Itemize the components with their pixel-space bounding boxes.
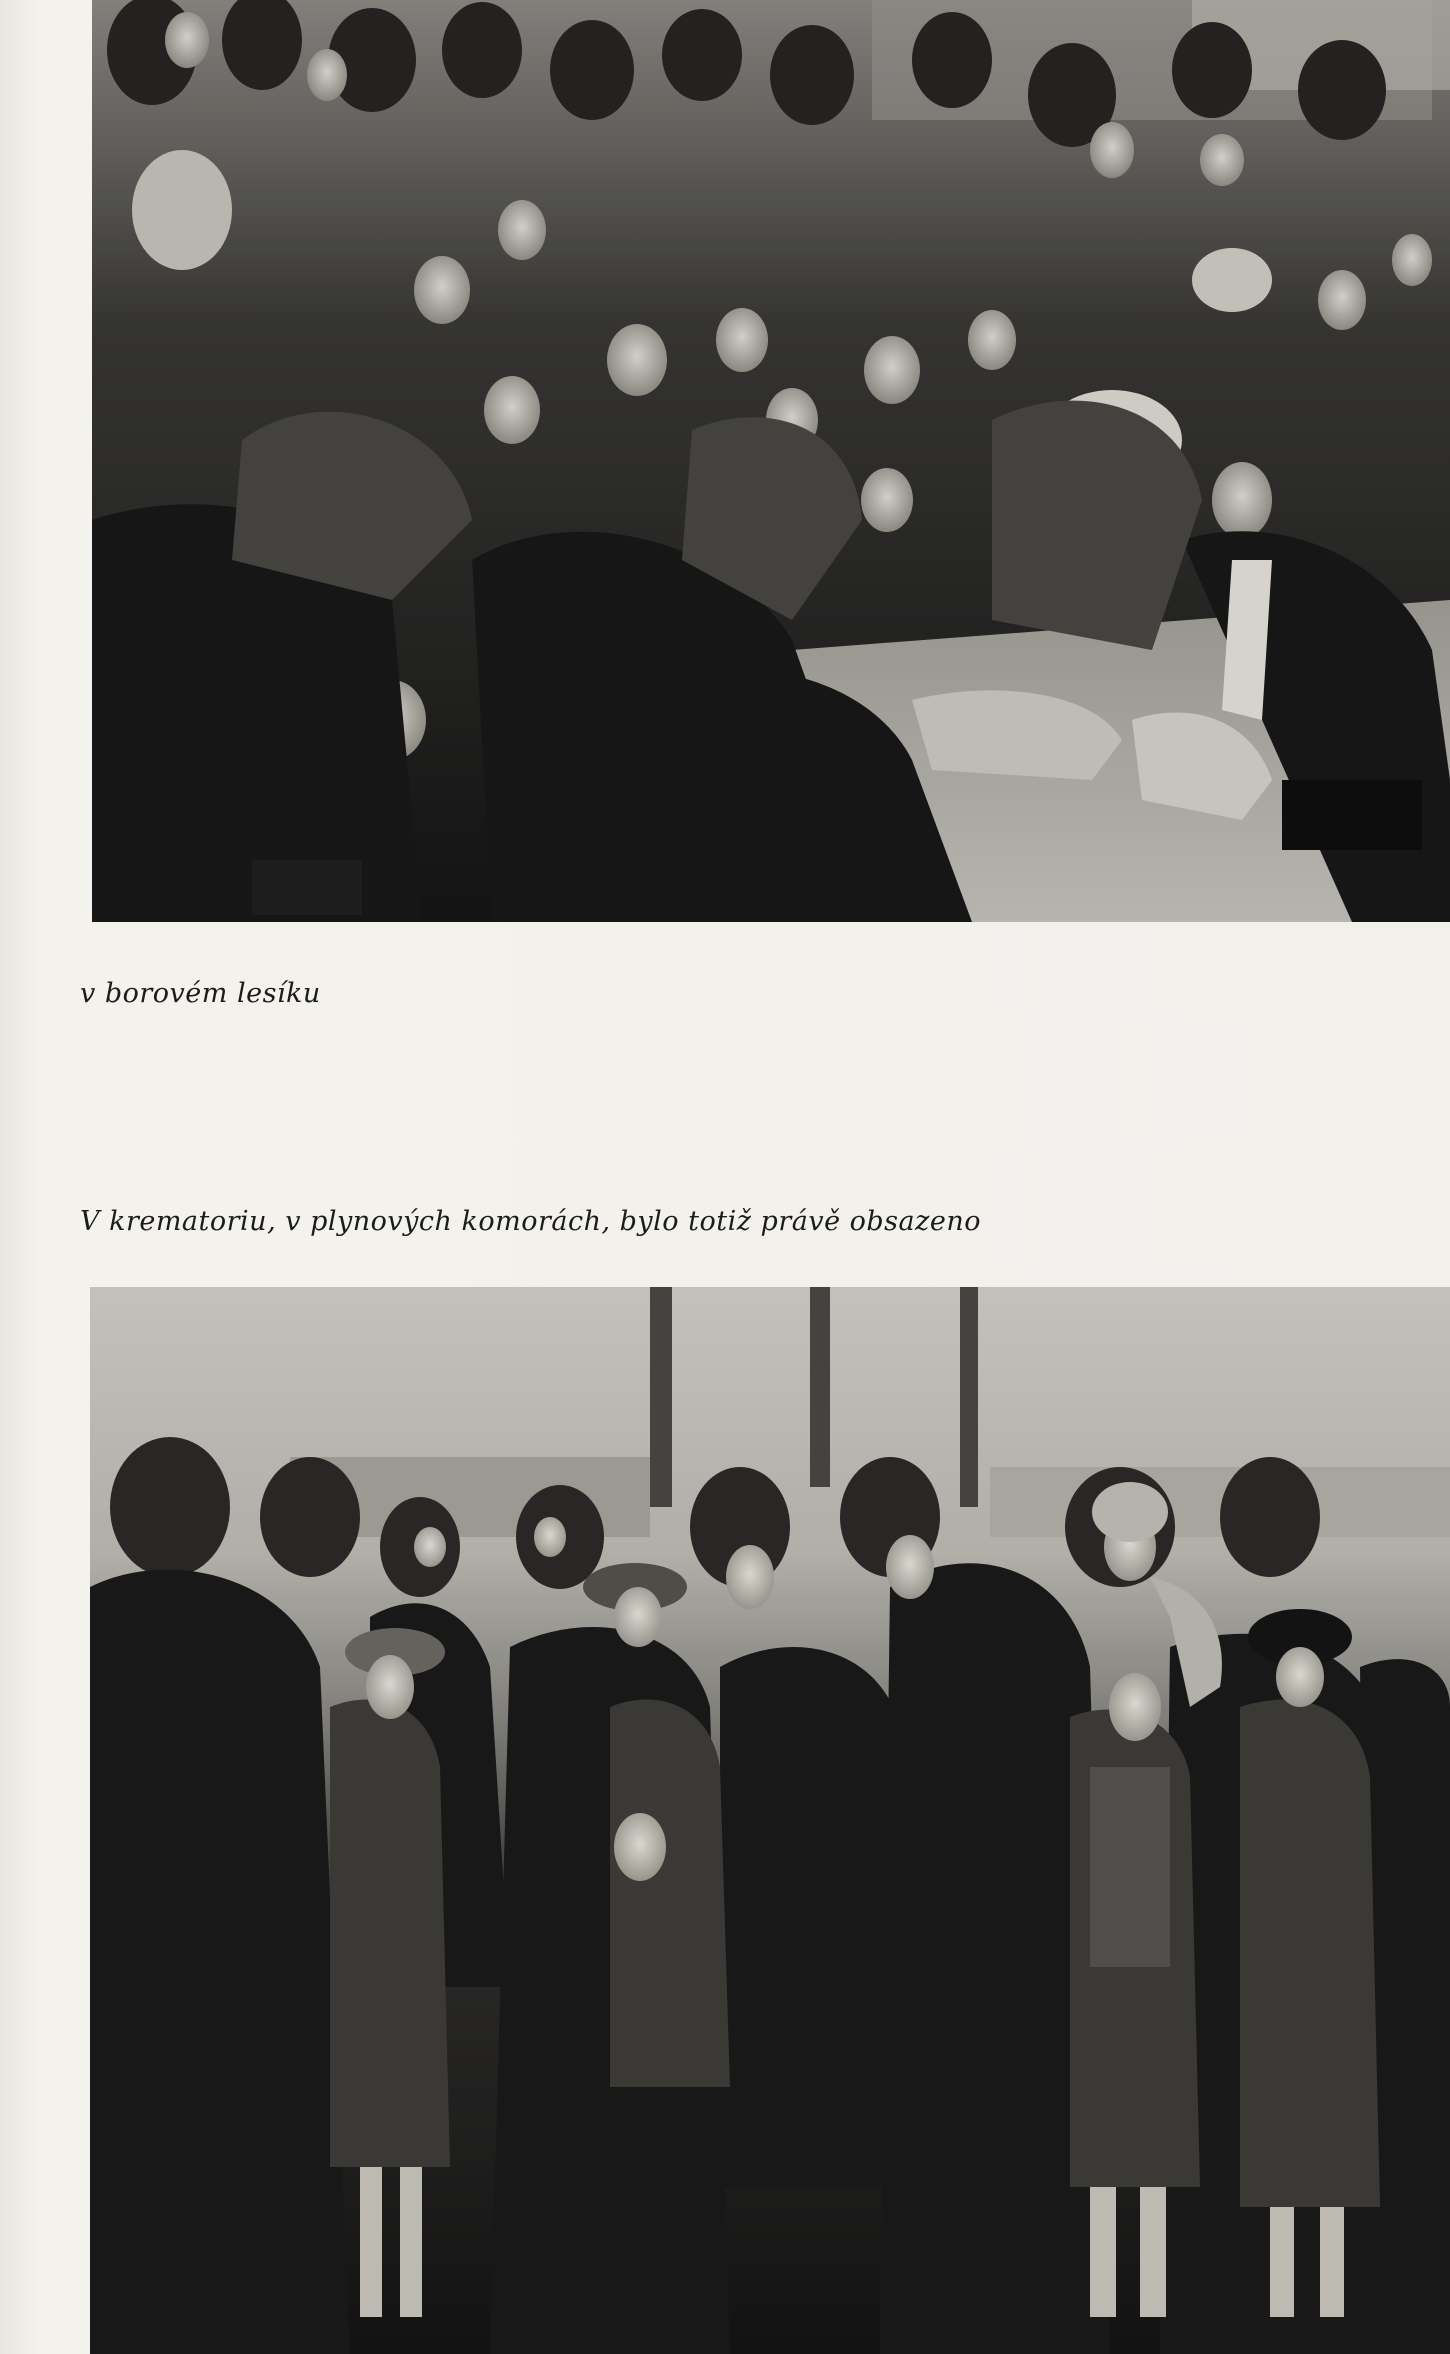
photo-caption-middle: V krematoriu, v plynových komorách, bylo totiž právě obsazeno — [80, 1206, 981, 1237]
crowd-sitting-photo — [92, 0, 1450, 922]
crowd-sitting-image — [92, 0, 1450, 922]
photo-caption-top: v borovém lesíku — [80, 978, 321, 1009]
crowd-standing-image — [90, 1287, 1450, 2354]
crowd-standing-children-photo — [90, 1287, 1450, 2354]
